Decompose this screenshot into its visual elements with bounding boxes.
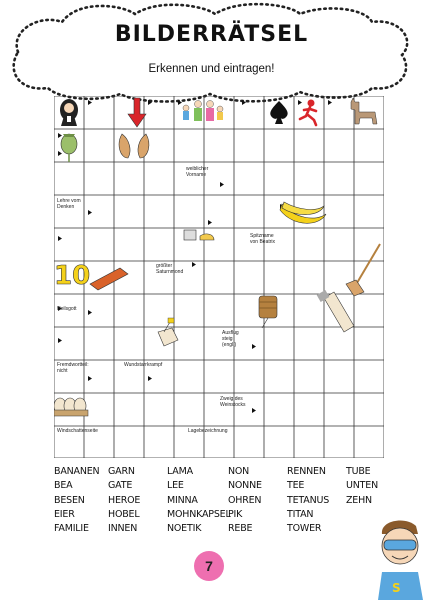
ears-icon (119, 134, 149, 158)
clue-zweig-des-weinstocks: Zweig des Weinstocks (220, 396, 246, 408)
word-list-item: HOBEL (108, 508, 140, 520)
word-list-item: MOHNKAPSEL (167, 508, 231, 520)
word-list-item: TUBE (346, 466, 371, 477)
eggs-icon (54, 398, 88, 416)
clue-wundstarrkrampf: Wundstarrkrampf (124, 362, 163, 368)
yarn-spool-icon (259, 296, 277, 328)
clue-heilsgott: Heilsgott (57, 306, 77, 312)
word-list-item: BESEN (54, 494, 85, 506)
word-list-item: FAMILIE (54, 523, 89, 535)
wood-plane-icon (90, 268, 128, 290)
word-list-item: REBE (228, 523, 253, 535)
clue-groesster-saturnmond: größter Saturnmond (156, 263, 184, 275)
word-list-column-5 (287, 465, 329, 536)
mascot-goggles-icon (376, 516, 423, 600)
page-title: BILDERRÄTSEL (114, 22, 309, 47)
word-list-item: RENNEN (287, 466, 326, 477)
word-list-item: NONNE (228, 480, 262, 492)
svg-text:10: 10 (54, 261, 91, 291)
word-list-item: OHREN (228, 494, 262, 506)
nun-picture-icon (60, 99, 78, 126)
word-list-item: HEROE (108, 494, 141, 506)
clue-arrows (58, 100, 332, 413)
spade-icon (270, 101, 287, 124)
word-list-item: ZEHN (346, 494, 372, 506)
word-list-item: LEE (167, 480, 184, 492)
word-list-item: BEA (54, 480, 73, 492)
word-list-column-6 (346, 465, 378, 508)
word-list-item: TOWER (287, 523, 322, 535)
word-list-item: PIK (228, 508, 243, 520)
page-number-badge: 7 (194, 551, 224, 581)
clue-fremdwortteil-nicht: Fremdwortteil: nicht (57, 362, 89, 374)
family-picture-icon (183, 101, 223, 122)
red-arrow-down-icon (128, 98, 146, 127)
number-ten-icon (54, 261, 90, 291)
word-list-item: INNEN (108, 523, 138, 535)
word-list-column-2 (108, 465, 140, 536)
word-list-item: MINNA (167, 494, 198, 506)
title-cloud-banner (0, 0, 423, 110)
llama-icon (351, 98, 377, 124)
clue-spitzname-von-beatrix: Spitzname von Beatrix (250, 233, 276, 245)
svg-text:S: S (392, 581, 401, 595)
word-list-item: GARN (108, 466, 135, 477)
word-list-column-1 (54, 465, 99, 536)
word-list-item: TETANUS (287, 494, 330, 506)
broom-icon (346, 244, 380, 296)
word-list-item: NOETIK (167, 523, 202, 535)
clue-lagebezeichnung: Lagebezeichnung (188, 428, 228, 434)
word-list-item: NON (228, 466, 250, 477)
tea-bag-icon (158, 318, 178, 346)
word-list-column-3 (167, 465, 231, 536)
clue-weiblicher-vorname: weiblicher Vorname (186, 166, 209, 178)
word-list-item: TEE (287, 480, 305, 492)
poppy-capsule-icon (61, 134, 77, 162)
crossword-grid (54, 96, 384, 458)
clue-ausflug-steig: Ausflug steig (engl.) (222, 330, 239, 348)
word-list-item: TITAN (287, 508, 314, 520)
word-list-item: EIER (54, 508, 75, 520)
word-list-item: UNTEN (346, 480, 378, 492)
clue-windschattenseite: Windschattenseite (57, 428, 98, 434)
word-list-item: BANANEN (54, 466, 100, 477)
word-list-item: GATE (108, 480, 133, 492)
word-list-column-4 (228, 465, 262, 536)
word-list-item: LAMA (167, 466, 193, 477)
tube-icon (317, 290, 354, 332)
running-runner-icon (300, 100, 316, 126)
banana-icon (280, 202, 326, 223)
tea-set-icon (184, 230, 214, 240)
page-subtitle: Erkennen und eintragen! (148, 63, 275, 75)
clue-lehre-vom-denken: Lehre vom Denken (57, 198, 81, 210)
